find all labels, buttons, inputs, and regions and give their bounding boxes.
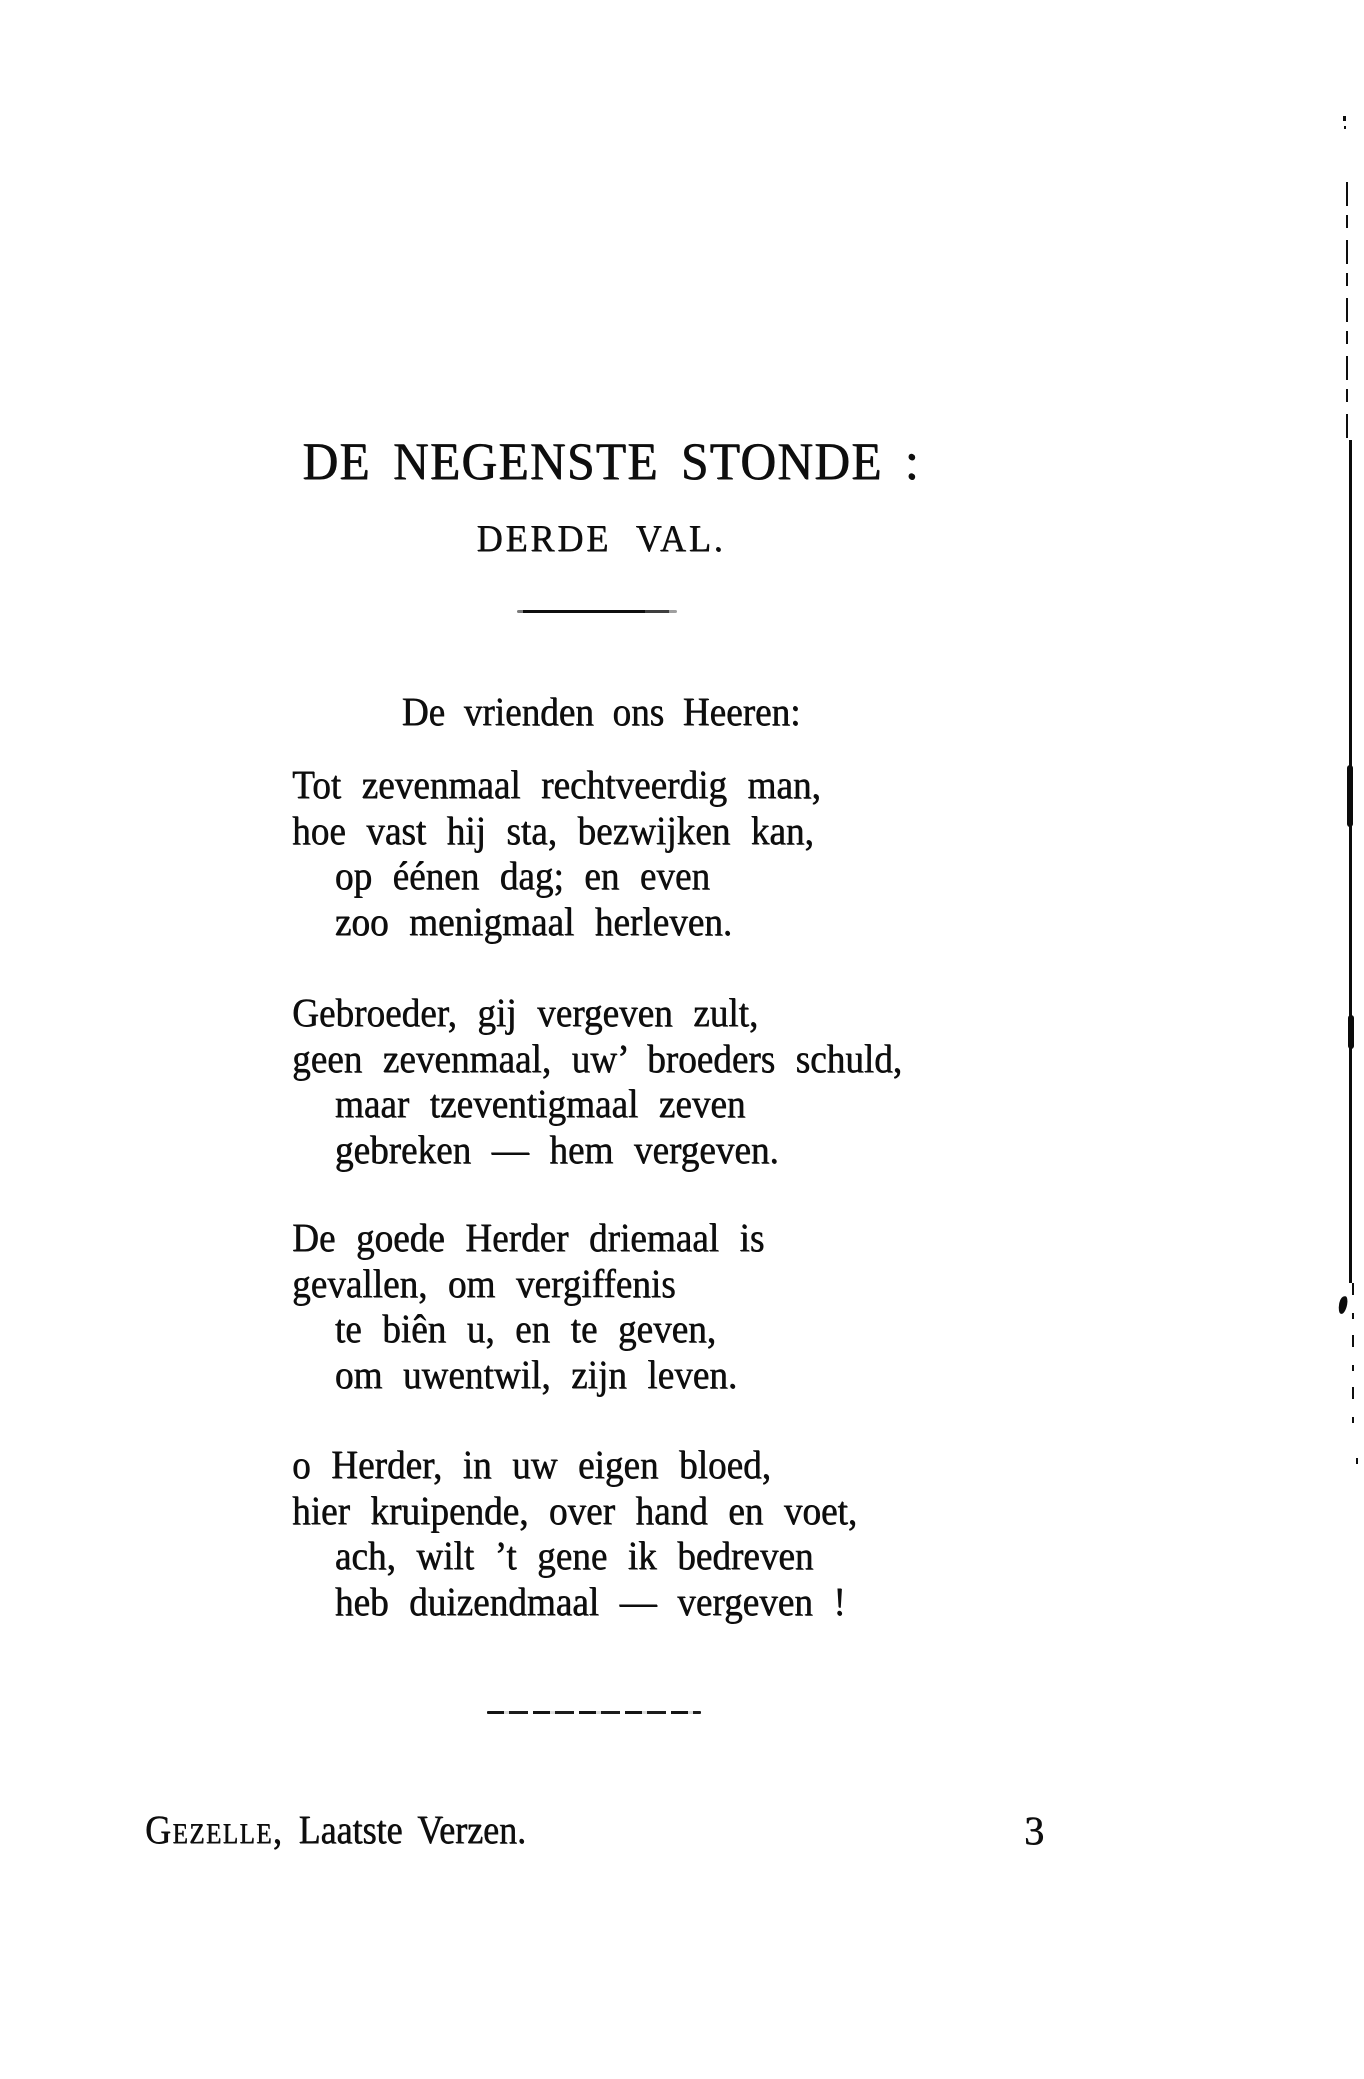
stanza-3 — [292, 1215, 764, 1397]
poem-line: maar tzeventigmaal zeven — [334, 1081, 746, 1126]
scan-edge-blob — [1347, 765, 1353, 827]
book-author: Gezelle, — [145, 1807, 284, 1852]
end-of-poem-rule — [487, 1711, 701, 1714]
poem-line: gebreken — hem vergeven. — [334, 1126, 779, 1172]
poem-line: o Herder, in uw eigen bloed, — [292, 1442, 771, 1487]
poem-title: DE NEGENSTE STONDE : — [302, 433, 920, 491]
poem-line: hoe vast hij sta, bezwijken kan, — [292, 807, 814, 853]
scan-edge-blob — [1348, 1015, 1354, 1049]
poem-line: De goede Herder driemaal is — [292, 1215, 765, 1260]
scan-speck-comma — [1337, 1295, 1348, 1314]
stanza-1 — [292, 762, 821, 944]
dedication-line: De vrienden ons Heeren: — [401, 689, 801, 734]
scan-edge-line-middle — [1349, 440, 1352, 1283]
scan-speck — [1343, 116, 1346, 121]
poem-line: ach, wilt ’t gene ik bedreven — [334, 1533, 814, 1578]
poem-line: heb duizendmaal — vergeven ! — [334, 1578, 846, 1624]
title-divider-rule — [517, 610, 677, 613]
poem-line: op éénen dag; en even — [334, 853, 710, 898]
poem-line: te biên u, en te geven, — [334, 1306, 716, 1351]
poem-line: om uwentwil, zijn leven. — [334, 1351, 738, 1397]
book-title: Laatste Verzen. — [298, 1807, 526, 1852]
page-number: 3 — [1024, 1808, 1044, 1853]
scan-speck — [1344, 126, 1346, 129]
poem-line: hier kruipende, over hand en voet, — [292, 1487, 858, 1533]
scan-edge-line-top — [1346, 182, 1348, 440]
poem-line: Gebroeder, gij vergeven zult, — [292, 990, 759, 1035]
poem-line: zoo menigmaal herleven. — [334, 898, 733, 944]
poem-subtitle: DERDE VAL. — [476, 518, 726, 560]
poem-line: gevallen, om vergiffenis — [292, 1260, 676, 1306]
poem-line: Tot zevenmaal rechtveerdig man, — [292, 762, 821, 807]
scan-edge-line-bottom — [1352, 1283, 1354, 1423]
stanza-2 — [292, 990, 902, 1172]
book-reference — [145, 1807, 526, 1852]
stanza-4 — [292, 1442, 857, 1624]
poem-line: geen zevenmaal, uw’ broeders schuld, — [292, 1035, 902, 1081]
scan-speck — [1356, 1458, 1358, 1464]
